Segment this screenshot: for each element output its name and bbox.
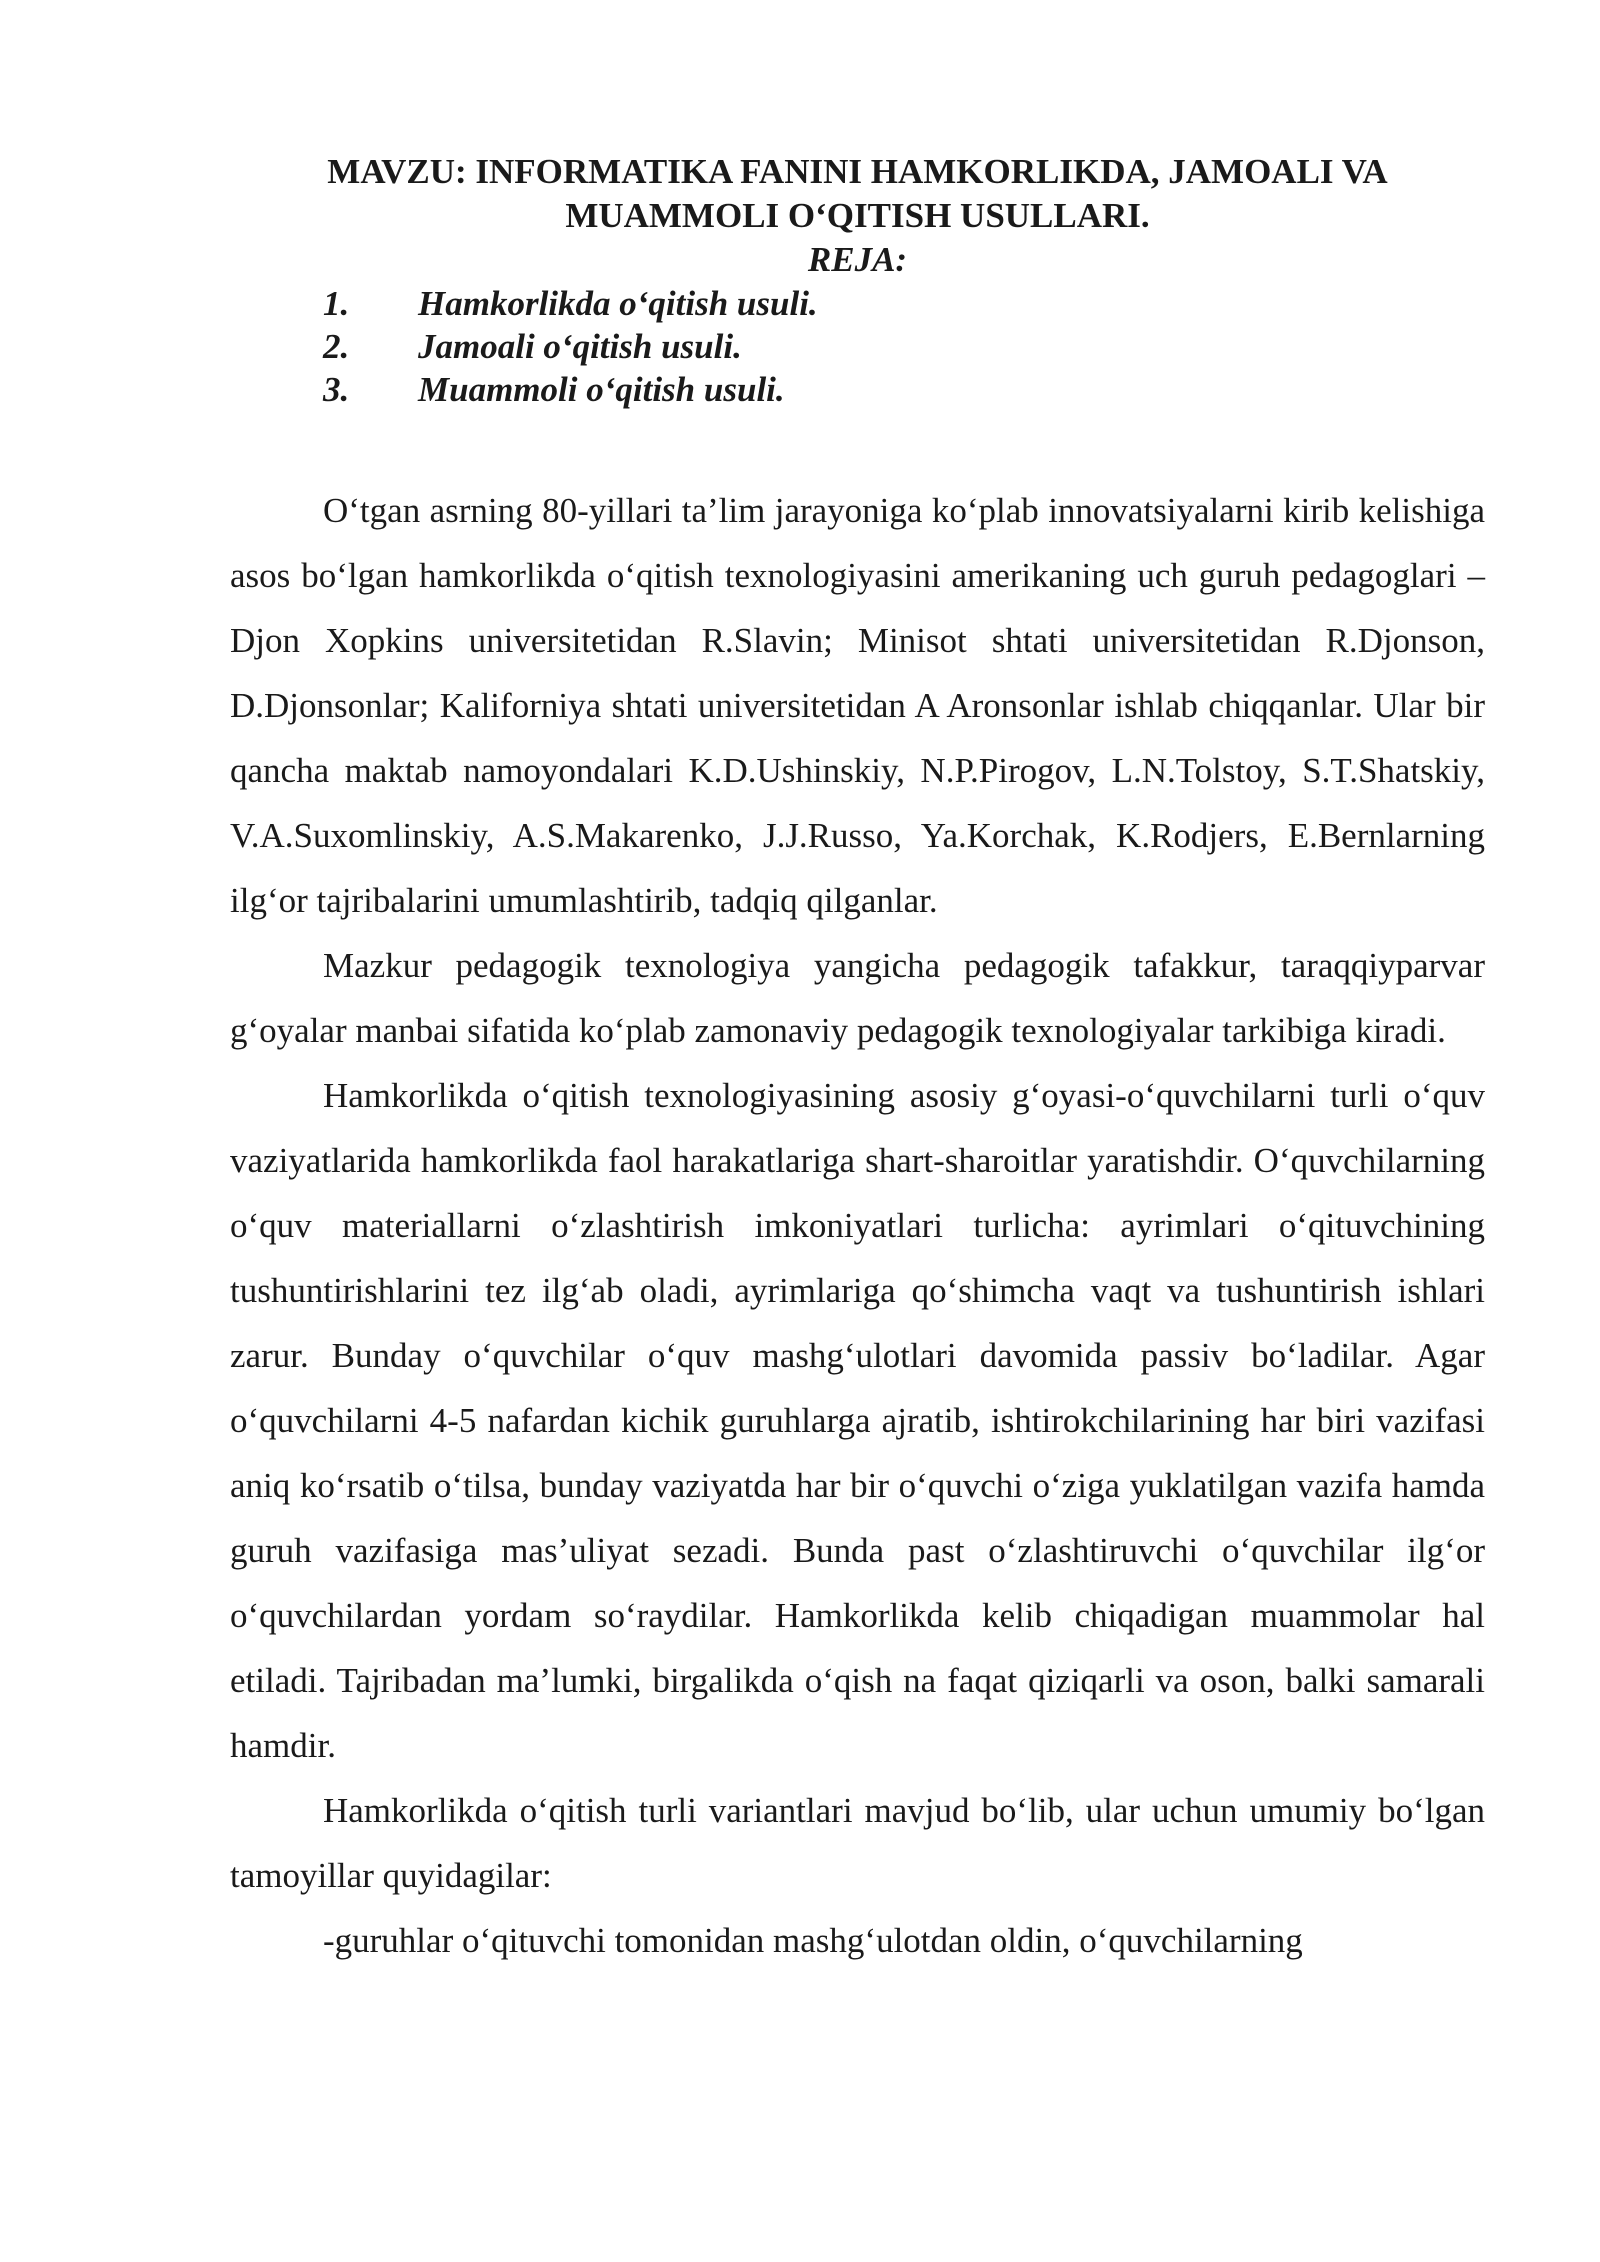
plan-item-number: 2. bbox=[323, 327, 350, 366]
paragraph-variants: Hamkorlikda o‘qitish turli variantlari mavjud bo‘lib, ular uchun umumiy bo‘lgan tamoyillar quyidagilar: bbox=[230, 1791, 1485, 1895]
plan-list bbox=[230, 282, 1485, 411]
title-line-2: MUAMMOLI O‘QITISH USULLARI. bbox=[565, 196, 1150, 235]
paragraph-history: O‘tgan asrning 80-yillari ta’lim jarayoniga ko‘plab innovatsiyalarni kirib kelishiga asos bo‘lgan hamkorlikda o‘qitish texnologiyasini amerikaning uch guruh pedagoglari – Djon Xopkins universitetidan R.Slavin; Minisot shtati universitetidan R.Djonson, D.Djonsonlar; Kaliforniya shtati universitetidan A Aronsonlar ishlab chiqqanlar. Ular bir qancha maktab namoyondalari K.D.Ushinskiy, N.P.Pirogov, L.N.Tolstoy, S.T.Shatskiy, V.A.Suxomlinskiy, A.S.Makarenko, J.J.Russo, Ya.Korchak, K.Rodjers, E.Bernlarning ilg‘or tajribalarini umumlashtirib, tadqiq qilganlar. bbox=[230, 491, 1485, 920]
plan-item-text: Muammoli o‘qitish usuli. bbox=[418, 370, 785, 409]
document-title bbox=[230, 150, 1485, 238]
paragraph-main-idea: Hamkorlikda o‘qitish texnologiyasining asosiy g‘oyasi-o‘quvchilarni turli o‘quv vaziyatlarida hamkorlikda faol harakatlariga shart-sharoitlar yaratishdir. O‘quvchilarning o‘quv materiallarni o‘zlashtirish imkoniyatlari turlicha: ayrimlari o‘qituvchining tushuntirishlarini tez ilg‘ab oladi, ayrimlariga qo‘shimcha vaqt va tushuntirish ishlari zarur. Bunday o‘quvchilar o‘quv mashg‘ulotlari davomida passiv bo‘ladilar. Agar o‘quvchilarni 4-5 nafardan kichik guruhlarga ajratib, ishtirokchilarining har biri vazifasi aniq ko‘rsatib o‘tilsa, bunday vaziyatda har bir o‘quvchi o‘ziga yuklatilgan vazifa hamda guruh vazifasiga mas’uliyat sezadi. Bunda past o‘zlashtiruvchi o‘quvchilar ilg‘or o‘quvchilardan yordam so‘raydilar. Hamkorlikda kelib chiqadigan muammolar hal etiladi. Tajribadan ma’lumki, birgalikda o‘qish na faqat qiziqarli va oson, balki samarali hamdir. bbox=[230, 1076, 1485, 1765]
paragraph-pedagogical-technology: Mazkur pedagogik texnologiya yangicha pedagogik tafakkur, taraqqiyparvar g‘oyalar manbai sifatida ko‘plab zamonaviy pedagogik texnologiyalar tarkibiga kiradi. bbox=[230, 946, 1485, 1050]
plan-item bbox=[323, 282, 1485, 325]
paragraph-principle-groups: -guruhlar o‘qituvchi tomonidan mashg‘ulotdan oldin, o‘quvchilarning bbox=[323, 1921, 1303, 1960]
plan-item-text: Hamkorlikda o‘qitish usuli. bbox=[418, 284, 818, 323]
plan-item-number: 3. bbox=[323, 370, 350, 409]
plan-item-text: Jamoali o‘qitish usuli. bbox=[418, 327, 742, 366]
plan-item-number: 1. bbox=[323, 284, 350, 323]
title-line-1: MAVZU: INFORMATIKA FANINI HAMKORLIKDA, JAMOALI VA bbox=[327, 152, 1388, 191]
body-text bbox=[230, 478, 1485, 1973]
document-page bbox=[230, 150, 1485, 1973]
plan-heading: REJA: bbox=[807, 240, 908, 279]
plan-item bbox=[323, 368, 1485, 411]
plan-item bbox=[323, 325, 1485, 368]
